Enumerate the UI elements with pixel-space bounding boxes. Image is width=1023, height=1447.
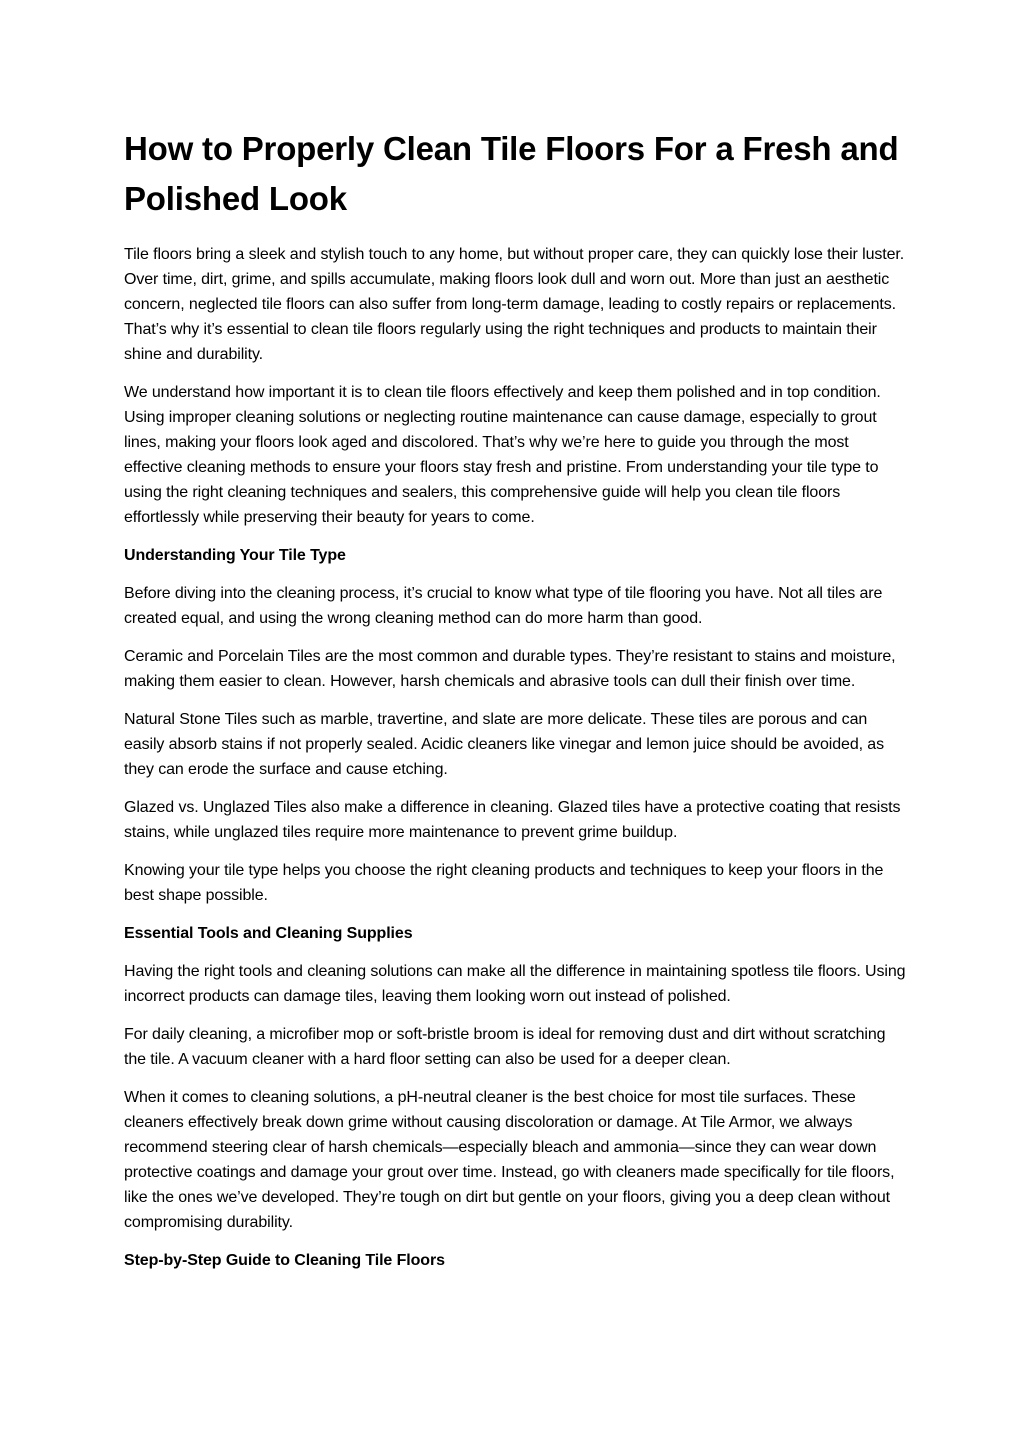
section-paragraph: When it comes to cleaning solutions, a pH-neutral cleaner is the best choice for most tile surfaces. These cleaners effectively break down grime without causing discoloration or damage. At Tile Armor, we always recommend steering clear of harsh chemicals—especially bleach and ammonia—since they can wear down protective coatings and damage your grout over time. Instead, go with cleaners made specifically for tile floors, like the ones we’ve developed. They’re tough on dirt but gentle on your floors, giving you a deep clean without compromising durability.: [124, 1089, 895, 1231]
section-paragraph: Ceramic and Porcelain Tiles are the most common and durable types. They’re resistant to stains and moisture, making them easier to clean. However, harsh chemicals and abrasive tools can dull their finish over time.: [124, 648, 896, 690]
section-paragraph: Natural Stone Tiles such as marble, travertine, and slate are more delicate. These tiles are porous and can easily absorb stains if not properly sealed. Acidic cleaners like vinegar and lemon juice should be avoided, as they can erode the surface and cause etching.: [124, 711, 885, 778]
section-paragraph: For daily cleaning, a microfiber mop or soft-bristle broom is ideal for removing dust and dirt without scratching the tile. A vacuum cleaner with a hard floor setting can also be used for a deeper clean.: [124, 1026, 886, 1068]
section-paragraph: Having the right tools and cleaning solutions can make all the difference in maintaining spotless tile floors. Using incorrect products can damage tiles, leaving them looking worn out instead of polished.: [124, 963, 906, 1005]
page-title: How to Properly Clean Tile Floors For a Fresh and Polished Look: [124, 130, 899, 217]
intro-paragraph: Tile floors bring a sleek and stylish touch to any home, but without proper care, they can quickly lose their luster. Over time, dirt, grime, and spills accumulate, making floors look dull and worn out. More than just an aesthetic concern, neglected tile floors can also suffer from long-term damage, leading to costly repairs or replacements. That’s why it’s essential to clean tile floors regularly using the right techniques and products to maintain their shine and durability.: [124, 246, 905, 363]
section-paragraph: Glazed vs. Unglazed Tiles also make a difference in cleaning. Glazed tiles have a protective coating that resists stains, while unglazed tiles require more maintenance to prevent grime buildup.: [124, 799, 901, 841]
section-heading: Step-by-Step Guide to Cleaning Tile Floors: [124, 1252, 445, 1269]
section-heading: Understanding Your Tile Type: [124, 547, 346, 564]
intro-paragraph: We understand how important it is to clean tile floors effectively and keep them polished and in top condition. Using improper cleaning solutions or neglecting routine maintenance can cause damage, especially to grout lines, making your floors look aged and discolored. That’s why we’re here to guide you through the most effective cleaning methods to ensure your floors stay fresh and pristine. From understanding your tile type to using the right cleaning techniques and sealers, this comprehensive guide will help you clean tile floors effortlessly while preserving their beauty for years to come.: [124, 384, 881, 526]
section-heading: Essential Tools and Cleaning Supplies: [124, 925, 413, 942]
section-paragraph: Knowing your tile type helps you choose the right cleaning products and techniques to keep your floors in the best shape possible.: [124, 862, 884, 904]
document-page: [124, 124, 906, 1286]
section-paragraph: Before diving into the cleaning process, it’s crucial to know what type of tile flooring you have. Not all tiles are created equal, and using the wrong cleaning method can do more harm than good.: [124, 585, 883, 627]
